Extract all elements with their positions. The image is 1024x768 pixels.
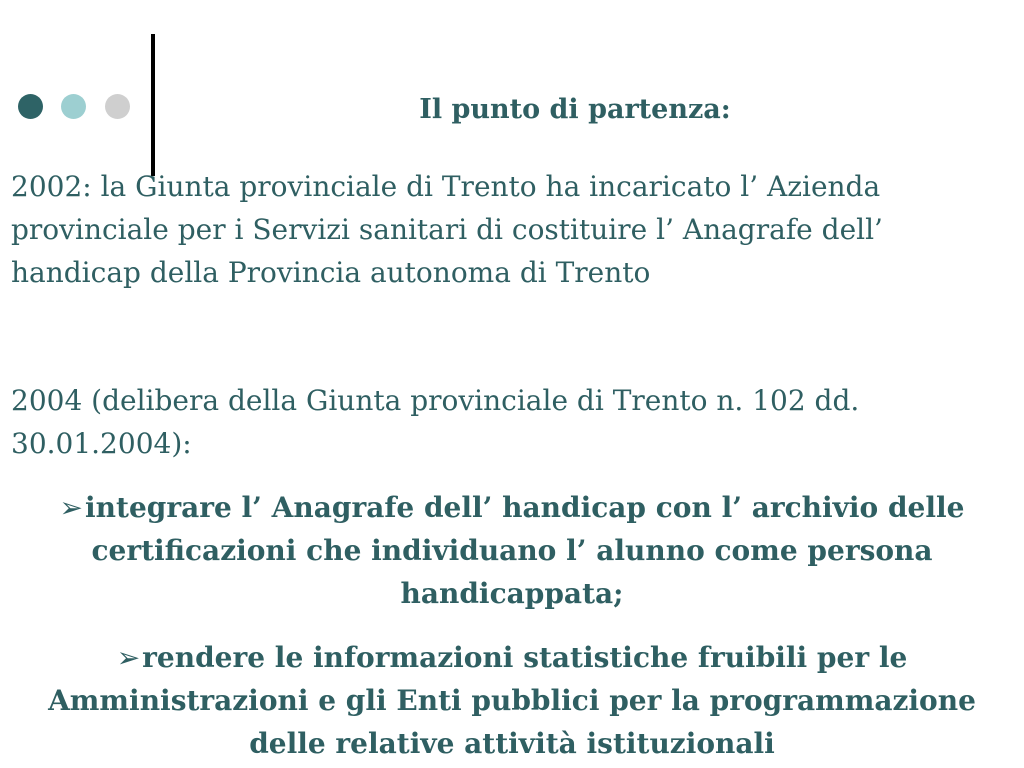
paragraph-2002: 2002: la Giunta provinciale di Trento ha incaricato l’ Azienda provinciale per i Servizi sanitari di costituire l’ Anagrafe dell’ handicap della Provincia autonoma di Trento (11, 170, 883, 289)
bullet-text: rendere le informazioni statistiche fruibili per le Amministrazioni e gli Enti pubblici per la programmazione delle relative attività istituzionali (48, 641, 976, 760)
bullet-item-statistics (20, 636, 1004, 765)
decorative-dots (18, 94, 148, 120)
arrow-bullet-icon: ➢ (59, 491, 84, 524)
dot-dark-teal (18, 94, 43, 119)
bullet-item-integrate (20, 486, 1004, 615)
arrow-bullet-icon: ➢ (116, 641, 141, 674)
paragraph-2004: 2004 (delibera della Giunta provinciale di Trento n. 102 dd. 30.01.2004): (11, 384, 860, 460)
dot-gray (105, 94, 130, 119)
vertical-divider-line (151, 34, 155, 176)
bullet-text: integrare l’ Anagrafe dell’ handicap con l’ archivio delle certificazioni che individuano l’ alunno come persona handicappata; (85, 491, 965, 610)
dot-light-teal (61, 94, 86, 119)
slide-title: Il punto di partenza: (419, 94, 731, 125)
